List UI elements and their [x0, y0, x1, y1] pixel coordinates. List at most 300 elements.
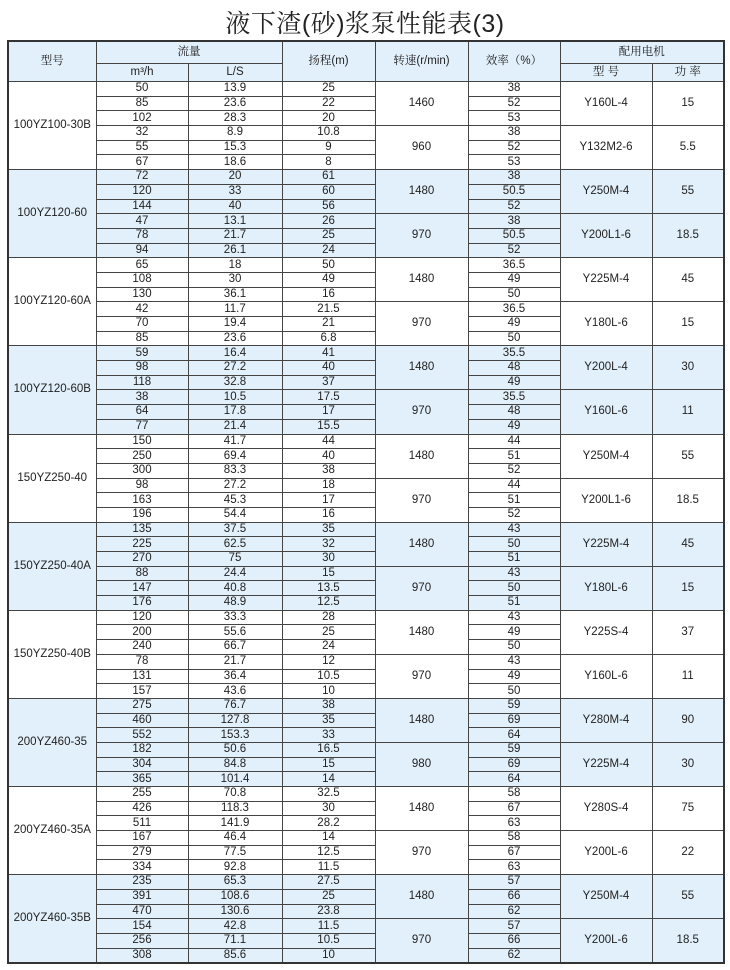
flow-ls-cell: 28.3 — [188, 111, 282, 126]
head-cell: 41 — [282, 346, 375, 361]
efficiency-cell: 63 — [468, 860, 560, 875]
flow-ls-cell: 45.3 — [188, 493, 282, 508]
efficiency-cell: 62 — [468, 948, 560, 963]
flow-ls-cell: 54.4 — [188, 507, 282, 522]
speed-cell: 1480 — [375, 434, 468, 478]
head-cell: 26 — [282, 214, 375, 229]
flow-m3h-cell: 47 — [96, 214, 188, 229]
motor-type-cell: Y250M-4 — [560, 434, 652, 478]
efficiency-cell: 63 — [468, 816, 560, 831]
flow-ls-cell: 32.8 — [188, 375, 282, 390]
motor-type-cell: Y225M-4 — [560, 742, 652, 786]
flow-ls-cell: 55.6 — [188, 625, 282, 640]
flow-m3h-cell: 255 — [96, 787, 188, 802]
flow-m3h-cell: 72 — [96, 170, 188, 185]
flow-ls-cell: 19.4 — [188, 317, 282, 332]
efficiency-cell: 50.5 — [468, 184, 560, 199]
speed-cell: 1480 — [375, 610, 468, 654]
flow-ls-cell: 24.4 — [188, 566, 282, 581]
efficiency-cell: 53 — [468, 111, 560, 126]
efficiency-cell: 51 — [468, 552, 560, 567]
flow-m3h-cell: 131 — [96, 669, 188, 684]
head-cell: 14 — [282, 831, 375, 846]
flow-m3h-cell: 32 — [96, 126, 188, 141]
table-header — [8, 41, 724, 82]
page-title: 液下渣(砂)浆泵性能表(3) — [225, 10, 505, 38]
motor-power-cell: 15 — [652, 302, 724, 346]
efficiency-cell: 64 — [468, 728, 560, 743]
flow-ls-cell: 16.4 — [188, 346, 282, 361]
flow-m3h-cell: 94 — [96, 243, 188, 258]
motor-type-cell: Y250M-4 — [560, 170, 652, 214]
header-motor: 配用电机 — [560, 41, 724, 64]
table-row — [8, 214, 724, 229]
efficiency-cell: 57 — [468, 919, 560, 934]
motor-type-cell: Y250M-4 — [560, 875, 652, 919]
efficiency-cell: 44 — [468, 478, 560, 493]
flow-ls-cell: 18 — [188, 258, 282, 273]
model-cell: 200YZ460-35 — [8, 698, 96, 786]
flow-ls-cell: 21.7 — [188, 228, 282, 243]
head-cell: 14 — [282, 772, 375, 787]
flow-m3h-cell: 157 — [96, 684, 188, 699]
flow-m3h-cell: 78 — [96, 228, 188, 243]
head-cell: 22 — [282, 96, 375, 111]
flow-ls-cell: 75 — [188, 552, 282, 567]
motor-power-cell: 15 — [652, 82, 724, 126]
header-flow-m3h: m³/h — [96, 64, 188, 82]
flow-m3h-cell: 308 — [96, 948, 188, 963]
efficiency-cell: 38 — [468, 214, 560, 229]
flow-ls-cell: 21.4 — [188, 419, 282, 434]
motor-power-cell: 18.5 — [652, 919, 724, 964]
motor-type-cell: Y200L1-6 — [560, 214, 652, 258]
motor-type-cell: Y200L-6 — [560, 919, 652, 964]
table-row — [8, 390, 724, 405]
efficiency-cell: 38 — [468, 82, 560, 97]
model-group — [8, 258, 724, 346]
flow-m3h-cell: 77 — [96, 419, 188, 434]
efficiency-cell: 43 — [468, 566, 560, 581]
efficiency-cell: 51 — [468, 596, 560, 611]
flow-m3h-cell: 167 — [96, 831, 188, 846]
motor-type-cell: Y225M-4 — [560, 522, 652, 566]
efficiency-cell: 67 — [468, 845, 560, 860]
table-row — [8, 302, 724, 317]
flow-m3h-cell: 256 — [96, 933, 188, 948]
flow-m3h-cell: 235 — [96, 875, 188, 890]
flow-ls-cell: 40.8 — [188, 581, 282, 596]
flow-m3h-cell: 42 — [96, 302, 188, 317]
motor-power-cell: 30 — [652, 346, 724, 390]
efficiency-cell: 52 — [468, 507, 560, 522]
flow-ls-cell: 141.9 — [188, 816, 282, 831]
flow-ls-cell: 50.6 — [188, 742, 282, 757]
flow-m3h-cell: 304 — [96, 757, 188, 772]
efficiency-cell: 58 — [468, 787, 560, 802]
efficiency-cell: 50 — [468, 331, 560, 346]
flow-m3h-cell: 270 — [96, 552, 188, 567]
efficiency-cell: 49 — [468, 419, 560, 434]
flow-ls-cell: 10.5 — [188, 390, 282, 405]
table-row — [8, 170, 724, 185]
motor-type-cell: Y180L-6 — [560, 566, 652, 610]
table-row — [8, 478, 724, 493]
flow-m3h-cell: 147 — [96, 581, 188, 596]
flow-m3h-cell: 279 — [96, 845, 188, 860]
flow-m3h-cell: 200 — [96, 625, 188, 640]
motor-type-cell: Y280M-4 — [560, 698, 652, 742]
flow-ls-cell: 85.6 — [188, 948, 282, 963]
table-row — [8, 82, 724, 97]
head-cell: 32 — [282, 537, 375, 552]
flow-ls-cell: 33 — [188, 184, 282, 199]
flow-m3h-cell: 98 — [96, 361, 188, 376]
table-row — [8, 610, 724, 625]
efficiency-cell: 35.5 — [468, 346, 560, 361]
head-cell: 10 — [282, 684, 375, 699]
head-cell: 15 — [282, 757, 375, 772]
head-cell: 17 — [282, 405, 375, 420]
efficiency-cell: 62 — [468, 904, 560, 919]
head-cell: 28 — [282, 610, 375, 625]
flow-m3h-cell: 85 — [96, 96, 188, 111]
efficiency-cell: 43 — [468, 654, 560, 669]
header-motor-power: 功 率 — [652, 64, 724, 82]
motor-power-cell: 18.5 — [652, 478, 724, 522]
flow-m3h-cell: 55 — [96, 140, 188, 155]
table-row — [8, 742, 724, 757]
efficiency-cell: 49 — [468, 375, 560, 390]
flow-ls-cell: 46.4 — [188, 831, 282, 846]
head-cell: 35 — [282, 713, 375, 728]
head-cell: 24 — [282, 640, 375, 655]
efficiency-cell: 67 — [468, 801, 560, 816]
head-cell: 10 — [282, 948, 375, 963]
flow-m3h-cell: 176 — [96, 596, 188, 611]
flow-m3h-cell: 85 — [96, 331, 188, 346]
head-cell: 8 — [282, 155, 375, 170]
head-cell: 24 — [282, 243, 375, 258]
flow-ls-cell: 20 — [188, 170, 282, 185]
head-cell: 17 — [282, 493, 375, 508]
flow-ls-cell: 127.8 — [188, 713, 282, 728]
model-cell: 200YZ460-35A — [8, 787, 96, 875]
efficiency-cell: 48 — [468, 361, 560, 376]
efficiency-cell: 49 — [468, 669, 560, 684]
efficiency-cell: 50 — [468, 581, 560, 596]
table-row — [8, 919, 724, 934]
flow-ls-cell: 76.7 — [188, 698, 282, 713]
flow-ls-cell: 18.6 — [188, 155, 282, 170]
model-group — [8, 82, 724, 170]
head-cell: 11.5 — [282, 919, 375, 934]
model-group — [8, 787, 724, 875]
speed-cell: 1460 — [375, 82, 468, 126]
efficiency-cell: 50 — [468, 287, 560, 302]
flow-ls-cell: 33.3 — [188, 610, 282, 625]
speed-cell: 970 — [375, 478, 468, 522]
flow-ls-cell: 69.4 — [188, 449, 282, 464]
head-cell: 12.5 — [282, 596, 375, 611]
motor-type-cell: Y225S-4 — [560, 610, 652, 654]
table-row — [8, 875, 724, 890]
head-cell: 38 — [282, 463, 375, 478]
motor-power-cell: 18.5 — [652, 214, 724, 258]
model-group — [8, 346, 724, 434]
head-cell: 38 — [282, 698, 375, 713]
head-cell: 61 — [282, 170, 375, 185]
header-head: 扬程(m) — [282, 41, 375, 82]
flow-m3h-cell: 59 — [96, 346, 188, 361]
flow-ls-cell: 70.8 — [188, 787, 282, 802]
efficiency-cell: 38 — [468, 170, 560, 185]
flow-ls-cell: 101.4 — [188, 772, 282, 787]
flow-ls-cell: 15.3 — [188, 140, 282, 155]
motor-type-cell: Y160L-6 — [560, 654, 652, 698]
flow-ls-cell: 23.6 — [188, 331, 282, 346]
head-cell: 21 — [282, 317, 375, 332]
head-cell: 16.5 — [282, 742, 375, 757]
head-cell: 18 — [282, 478, 375, 493]
model-group — [8, 698, 724, 786]
efficiency-cell: 52 — [468, 140, 560, 155]
header-flow: 流量 — [96, 41, 282, 64]
flow-ls-cell: 65.3 — [188, 875, 282, 890]
flow-ls-cell: 23.6 — [188, 96, 282, 111]
head-cell: 32.5 — [282, 787, 375, 802]
efficiency-cell: 49 — [468, 272, 560, 287]
table-row — [8, 346, 724, 361]
speed-cell: 1480 — [375, 346, 468, 390]
head-cell: 6.8 — [282, 331, 375, 346]
flow-ls-cell: 42.8 — [188, 919, 282, 934]
flow-ls-cell: 43.6 — [188, 684, 282, 699]
flow-ls-cell: 77.5 — [188, 845, 282, 860]
table-row — [8, 787, 724, 802]
flow-ls-cell: 36.1 — [188, 287, 282, 302]
flow-ls-cell: 40 — [188, 199, 282, 214]
head-cell: 9 — [282, 140, 375, 155]
motor-type-cell: Y200L1-6 — [560, 478, 652, 522]
flow-m3h-cell: 135 — [96, 522, 188, 537]
model-cell: 150YZ250-40A — [8, 522, 96, 610]
efficiency-cell: 69 — [468, 757, 560, 772]
flow-m3h-cell: 120 — [96, 610, 188, 625]
efficiency-cell: 48 — [468, 405, 560, 420]
motor-power-cell: 45 — [652, 522, 724, 566]
head-cell: 16 — [282, 287, 375, 302]
header-speed: 转速(r/min) — [375, 41, 468, 82]
flow-ls-cell: 8.9 — [188, 126, 282, 141]
flow-ls-cell: 92.8 — [188, 860, 282, 875]
speed-cell: 1480 — [375, 522, 468, 566]
flow-m3h-cell: 426 — [96, 801, 188, 816]
flow-m3h-cell: 470 — [96, 904, 188, 919]
head-cell: 28.2 — [282, 816, 375, 831]
flow-m3h-cell: 120 — [96, 184, 188, 199]
speed-cell: 970 — [375, 214, 468, 258]
flow-m3h-cell: 50 — [96, 82, 188, 97]
efficiency-cell: 43 — [468, 522, 560, 537]
table-row — [8, 258, 724, 273]
head-cell: 30 — [282, 552, 375, 567]
flow-ls-cell: 62.5 — [188, 537, 282, 552]
flow-m3h-cell: 225 — [96, 537, 188, 552]
head-cell: 40 — [282, 361, 375, 376]
table-row — [8, 126, 724, 141]
head-cell: 25 — [282, 82, 375, 97]
motor-type-cell: Y280S-4 — [560, 787, 652, 831]
efficiency-cell: 50 — [468, 537, 560, 552]
motor-power-cell: 55 — [652, 170, 724, 214]
motor-power-cell: 22 — [652, 831, 724, 875]
flow-ls-cell: 48.9 — [188, 596, 282, 611]
motor-type-cell: Y180L-6 — [560, 302, 652, 346]
flow-ls-cell: 17.8 — [188, 405, 282, 420]
speed-cell: 1480 — [375, 258, 468, 302]
header-efficiency: 效率（%） — [468, 41, 560, 82]
flow-m3h-cell: 102 — [96, 111, 188, 126]
head-cell: 37 — [282, 375, 375, 390]
efficiency-cell: 52 — [468, 199, 560, 214]
head-cell: 33 — [282, 728, 375, 743]
flow-m3h-cell: 78 — [96, 654, 188, 669]
efficiency-cell: 49 — [468, 625, 560, 640]
table-row — [8, 698, 724, 713]
motor-power-cell: 55 — [652, 434, 724, 478]
head-cell: 25 — [282, 625, 375, 640]
flow-ls-cell: 11.7 — [188, 302, 282, 317]
flow-ls-cell: 37.5 — [188, 522, 282, 537]
flow-m3h-cell: 275 — [96, 698, 188, 713]
efficiency-cell: 66 — [468, 889, 560, 904]
efficiency-cell: 36.5 — [468, 258, 560, 273]
motor-type-cell: Y200L-4 — [560, 346, 652, 390]
efficiency-cell: 52 — [468, 243, 560, 258]
efficiency-cell: 58 — [468, 831, 560, 846]
head-cell: 21.5 — [282, 302, 375, 317]
head-cell: 15 — [282, 566, 375, 581]
table-row — [8, 831, 724, 846]
model-group — [8, 170, 724, 258]
flow-m3h-cell: 182 — [96, 742, 188, 757]
efficiency-cell: 66 — [468, 933, 560, 948]
efficiency-cell: 43 — [468, 610, 560, 625]
head-cell: 30 — [282, 801, 375, 816]
motor-power-cell: 45 — [652, 258, 724, 302]
model-cell: 100YZ120-60A — [8, 258, 96, 346]
model-cell: 150YZ250-40 — [8, 434, 96, 522]
header-flow-ls: L/S — [188, 64, 282, 82]
flow-m3h-cell: 144 — [96, 199, 188, 214]
head-cell: 25 — [282, 228, 375, 243]
head-cell: 12.5 — [282, 845, 375, 860]
flow-m3h-cell: 460 — [96, 713, 188, 728]
motor-type-cell: Y225M-4 — [560, 258, 652, 302]
head-cell: 10.5 — [282, 933, 375, 948]
efficiency-cell: 69 — [468, 713, 560, 728]
motor-power-cell: 15 — [652, 566, 724, 610]
speed-cell: 960 — [375, 126, 468, 170]
head-cell: 10.5 — [282, 669, 375, 684]
efficiency-cell: 38 — [468, 126, 560, 141]
speed-cell: 970 — [375, 654, 468, 698]
head-cell: 56 — [282, 199, 375, 214]
speed-cell: 970 — [375, 302, 468, 346]
flow-m3h-cell: 64 — [96, 405, 188, 420]
pump-performance-table — [7, 40, 725, 964]
model-cell: 100YZ100-30B — [8, 82, 96, 170]
efficiency-cell: 52 — [468, 96, 560, 111]
head-cell: 35 — [282, 522, 375, 537]
flow-m3h-cell: 240 — [96, 640, 188, 655]
model-cell: 200YZ460-35B — [8, 875, 96, 964]
header-motor-type: 型 号 — [560, 64, 652, 82]
efficiency-cell: 52 — [468, 463, 560, 478]
head-cell: 16 — [282, 507, 375, 522]
head-cell: 27.5 — [282, 875, 375, 890]
speed-cell: 1480 — [375, 698, 468, 742]
flow-m3h-cell: 65 — [96, 258, 188, 273]
flow-ls-cell: 83.3 — [188, 463, 282, 478]
head-cell: 40 — [282, 449, 375, 464]
head-cell: 60 — [282, 184, 375, 199]
efficiency-cell: 50.5 — [468, 228, 560, 243]
head-cell: 25 — [282, 889, 375, 904]
head-cell: 49 — [282, 272, 375, 287]
head-cell: 13.5 — [282, 581, 375, 596]
speed-cell: 980 — [375, 742, 468, 786]
flow-m3h-cell: 38 — [96, 390, 188, 405]
efficiency-cell: 59 — [468, 698, 560, 713]
table-row — [8, 566, 724, 581]
motor-power-cell: 11 — [652, 390, 724, 434]
flow-m3h-cell: 334 — [96, 860, 188, 875]
flow-ls-cell: 153.3 — [188, 728, 282, 743]
flow-m3h-cell: 118 — [96, 375, 188, 390]
flow-m3h-cell: 88 — [96, 566, 188, 581]
efficiency-cell: 64 — [468, 772, 560, 787]
motor-type-cell: Y200L-6 — [560, 831, 652, 875]
efficiency-cell: 35.5 — [468, 390, 560, 405]
model-group — [8, 610, 724, 698]
flow-ls-cell: 71.1 — [188, 933, 282, 948]
model-group — [8, 875, 724, 964]
table-row — [8, 522, 724, 537]
flow-m3h-cell: 98 — [96, 478, 188, 493]
flow-ls-cell: 26.1 — [188, 243, 282, 258]
flow-ls-cell: 21.7 — [188, 654, 282, 669]
flow-ls-cell: 27.2 — [188, 361, 282, 376]
motor-power-cell: 30 — [652, 742, 724, 786]
efficiency-cell: 57 — [468, 875, 560, 890]
speed-cell: 970 — [375, 831, 468, 875]
head-cell: 20 — [282, 111, 375, 126]
head-cell: 11.5 — [282, 860, 375, 875]
flow-m3h-cell: 154 — [96, 919, 188, 934]
head-cell: 17.5 — [282, 390, 375, 405]
speed-cell: 970 — [375, 566, 468, 610]
table-row — [8, 654, 724, 669]
model-cell: 100YZ120-60B — [8, 346, 96, 434]
model-cell: 100YZ120-60 — [8, 170, 96, 258]
flow-m3h-cell: 300 — [96, 463, 188, 478]
speed-cell: 970 — [375, 390, 468, 434]
header-model: 型号 — [8, 41, 96, 82]
head-cell: 50 — [282, 258, 375, 273]
flow-m3h-cell: 163 — [96, 493, 188, 508]
